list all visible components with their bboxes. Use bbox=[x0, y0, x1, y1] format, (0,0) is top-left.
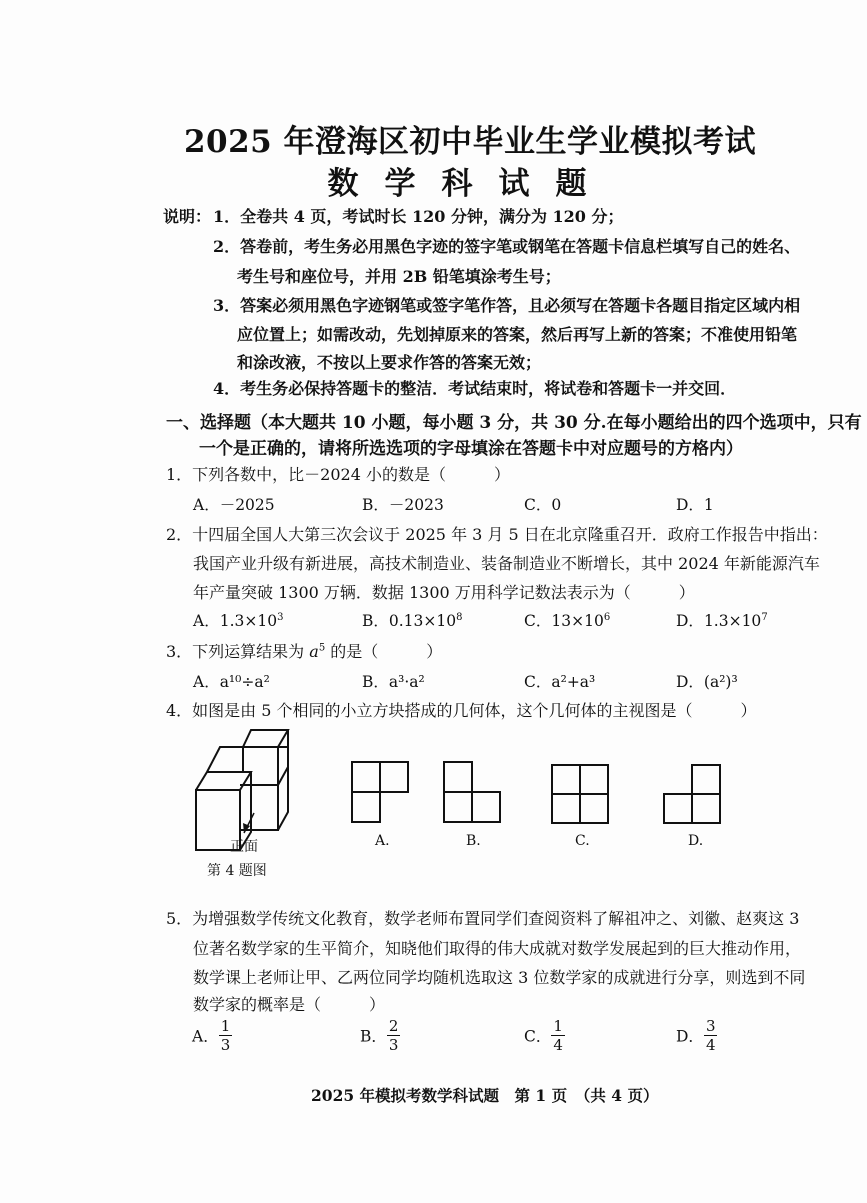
instruction-item: 1．全卷共 4 页，考试时长 120 分钟，满分为 120 分； bbox=[213, 207, 624, 226]
front-label: 正面 bbox=[230, 839, 258, 855]
option-c-label: C. bbox=[575, 833, 590, 849]
q3-option-b: B．a³·a² bbox=[362, 673, 425, 691]
q5-option-a: A． $\frac{1}{3}$ bbox=[192, 1017, 231, 1054]
q1-option-d: D．1 bbox=[676, 496, 714, 514]
question-1-stem: 1．下列各数中，比－2024 小的数是（ ） bbox=[166, 465, 510, 484]
q5-option-c: C． $\frac{1}{4}$ bbox=[524, 1017, 563, 1054]
figure-caption: 第 4 题图 bbox=[207, 863, 267, 879]
q2-option-d: D．$1.3\times 10^7$ bbox=[676, 611, 768, 630]
option-b-label: B. bbox=[466, 833, 481, 849]
q2-option-a: A．$1.3\times 10^3$ bbox=[193, 611, 284, 630]
instruction-item: 考生号和座位号，并用 2B 铅笔填涂考生号； bbox=[237, 267, 561, 286]
instruction-item: 4．考生务必保持答题卡的整洁．考试结束时，将试卷和答题卡一并交回． bbox=[213, 379, 737, 398]
cube-figure bbox=[196, 730, 288, 850]
q1-option-c: C．0 bbox=[524, 496, 562, 514]
q1-option-a: A．－2025 bbox=[193, 496, 275, 514]
page-footer: 2025 年模拟考数学科试题 第 1 页 （共 4 页） bbox=[311, 1086, 659, 1105]
instruction-item: 应位置上；如需改动，先划掉原来的答案，然后再写上新的答案；不准使用铅笔 bbox=[237, 325, 798, 344]
q5-option-d: D． $\frac{3}{4}$ bbox=[676, 1017, 716, 1054]
q2-option-b: B．$0.13\times 10^8$ bbox=[362, 611, 463, 630]
option-c-view bbox=[552, 765, 608, 823]
question-5-stem-line: 数学课上老师让甲、乙两位同学均随机选取这 3 位数学家的成就进行分享，则选到不同 bbox=[193, 968, 806, 987]
question-4-stem: 4．如图是由 5 个相同的小立方块搭成的几何体，这个几何体的主视图是（ ） bbox=[166, 701, 757, 720]
question-5-stem-line: 位著名数学家的生平简介，知晓他们取得的伟大成就对数学发展起到的巨大推动作用， bbox=[193, 939, 802, 958]
question-2-stem-line: 年产量突破 1300 万辆．数据 1300 万用科学记数法表示为（ ） bbox=[193, 583, 695, 602]
instruction-item: 和涂改液，不按以上要求作答的答案无效； bbox=[237, 353, 542, 372]
question-3-stem: 3．下列运算结果为 $a^5$ 的是（ ） bbox=[166, 642, 443, 661]
instruction-item: 3．答案必须用黑色字迹钢笔或签字笔作答，且必须写在答题卡各题目指定区域内相 bbox=[213, 296, 801, 315]
section-heading: 一、选择题（本大题共 10 小题，每小题 3 分，共 30 分.在每小题给出的四个选项中，只有 bbox=[166, 413, 862, 433]
option-d-view bbox=[664, 765, 720, 823]
option-b-view bbox=[444, 762, 500, 822]
question-5-stem-line: 数学家的概率是（ ） bbox=[193, 995, 386, 1014]
option-a-label: A. bbox=[375, 833, 390, 849]
q2-option-c: C．$13\times 10^6$ bbox=[524, 611, 611, 630]
page-title: 2025 年澄海区初中毕业生学业模拟考试 bbox=[183, 124, 757, 160]
instruction-item: 2．答卷前，考生务必用黑色字迹的签字笔或钢笔在答题卡信息栏填写自己的姓名、 bbox=[213, 237, 801, 256]
q3-option-a: A．a¹⁰÷a² bbox=[193, 673, 270, 691]
q1-option-b: B．－2023 bbox=[362, 496, 444, 514]
instructions-label: 说明： bbox=[163, 207, 212, 226]
question-2-stem: 2．十四届全国人大第三次会议于 2025 年 3 月 5 日在北京隆重召开．政府工作报告中指出： bbox=[166, 525, 828, 544]
page-subtitle: 数学科试题 bbox=[327, 166, 613, 202]
q5-option-b: B． $\frac{2}{3}$ bbox=[360, 1017, 399, 1054]
q3-option-c: C．a²+a³ bbox=[524, 673, 596, 691]
section-heading-cont: 一个是正确的，请将所选选项的字母填涂在答题卡中对应题号的方格内） bbox=[199, 439, 743, 459]
option-a-view bbox=[352, 762, 408, 822]
question-2-stem-line: 我国产业升级有新进展，高技术制造业、装备制造业不断增长，其中 2024 年新能源汽车 bbox=[193, 554, 820, 573]
q3-option-d: D．(a²)³ bbox=[676, 673, 738, 691]
option-d-label: D. bbox=[688, 833, 704, 849]
question-5-stem: 5．为增强数学传统文化教育，数学老师布置同学们查阅资料了解祖冲之、刘徽、赵爽这 3 bbox=[166, 909, 800, 928]
